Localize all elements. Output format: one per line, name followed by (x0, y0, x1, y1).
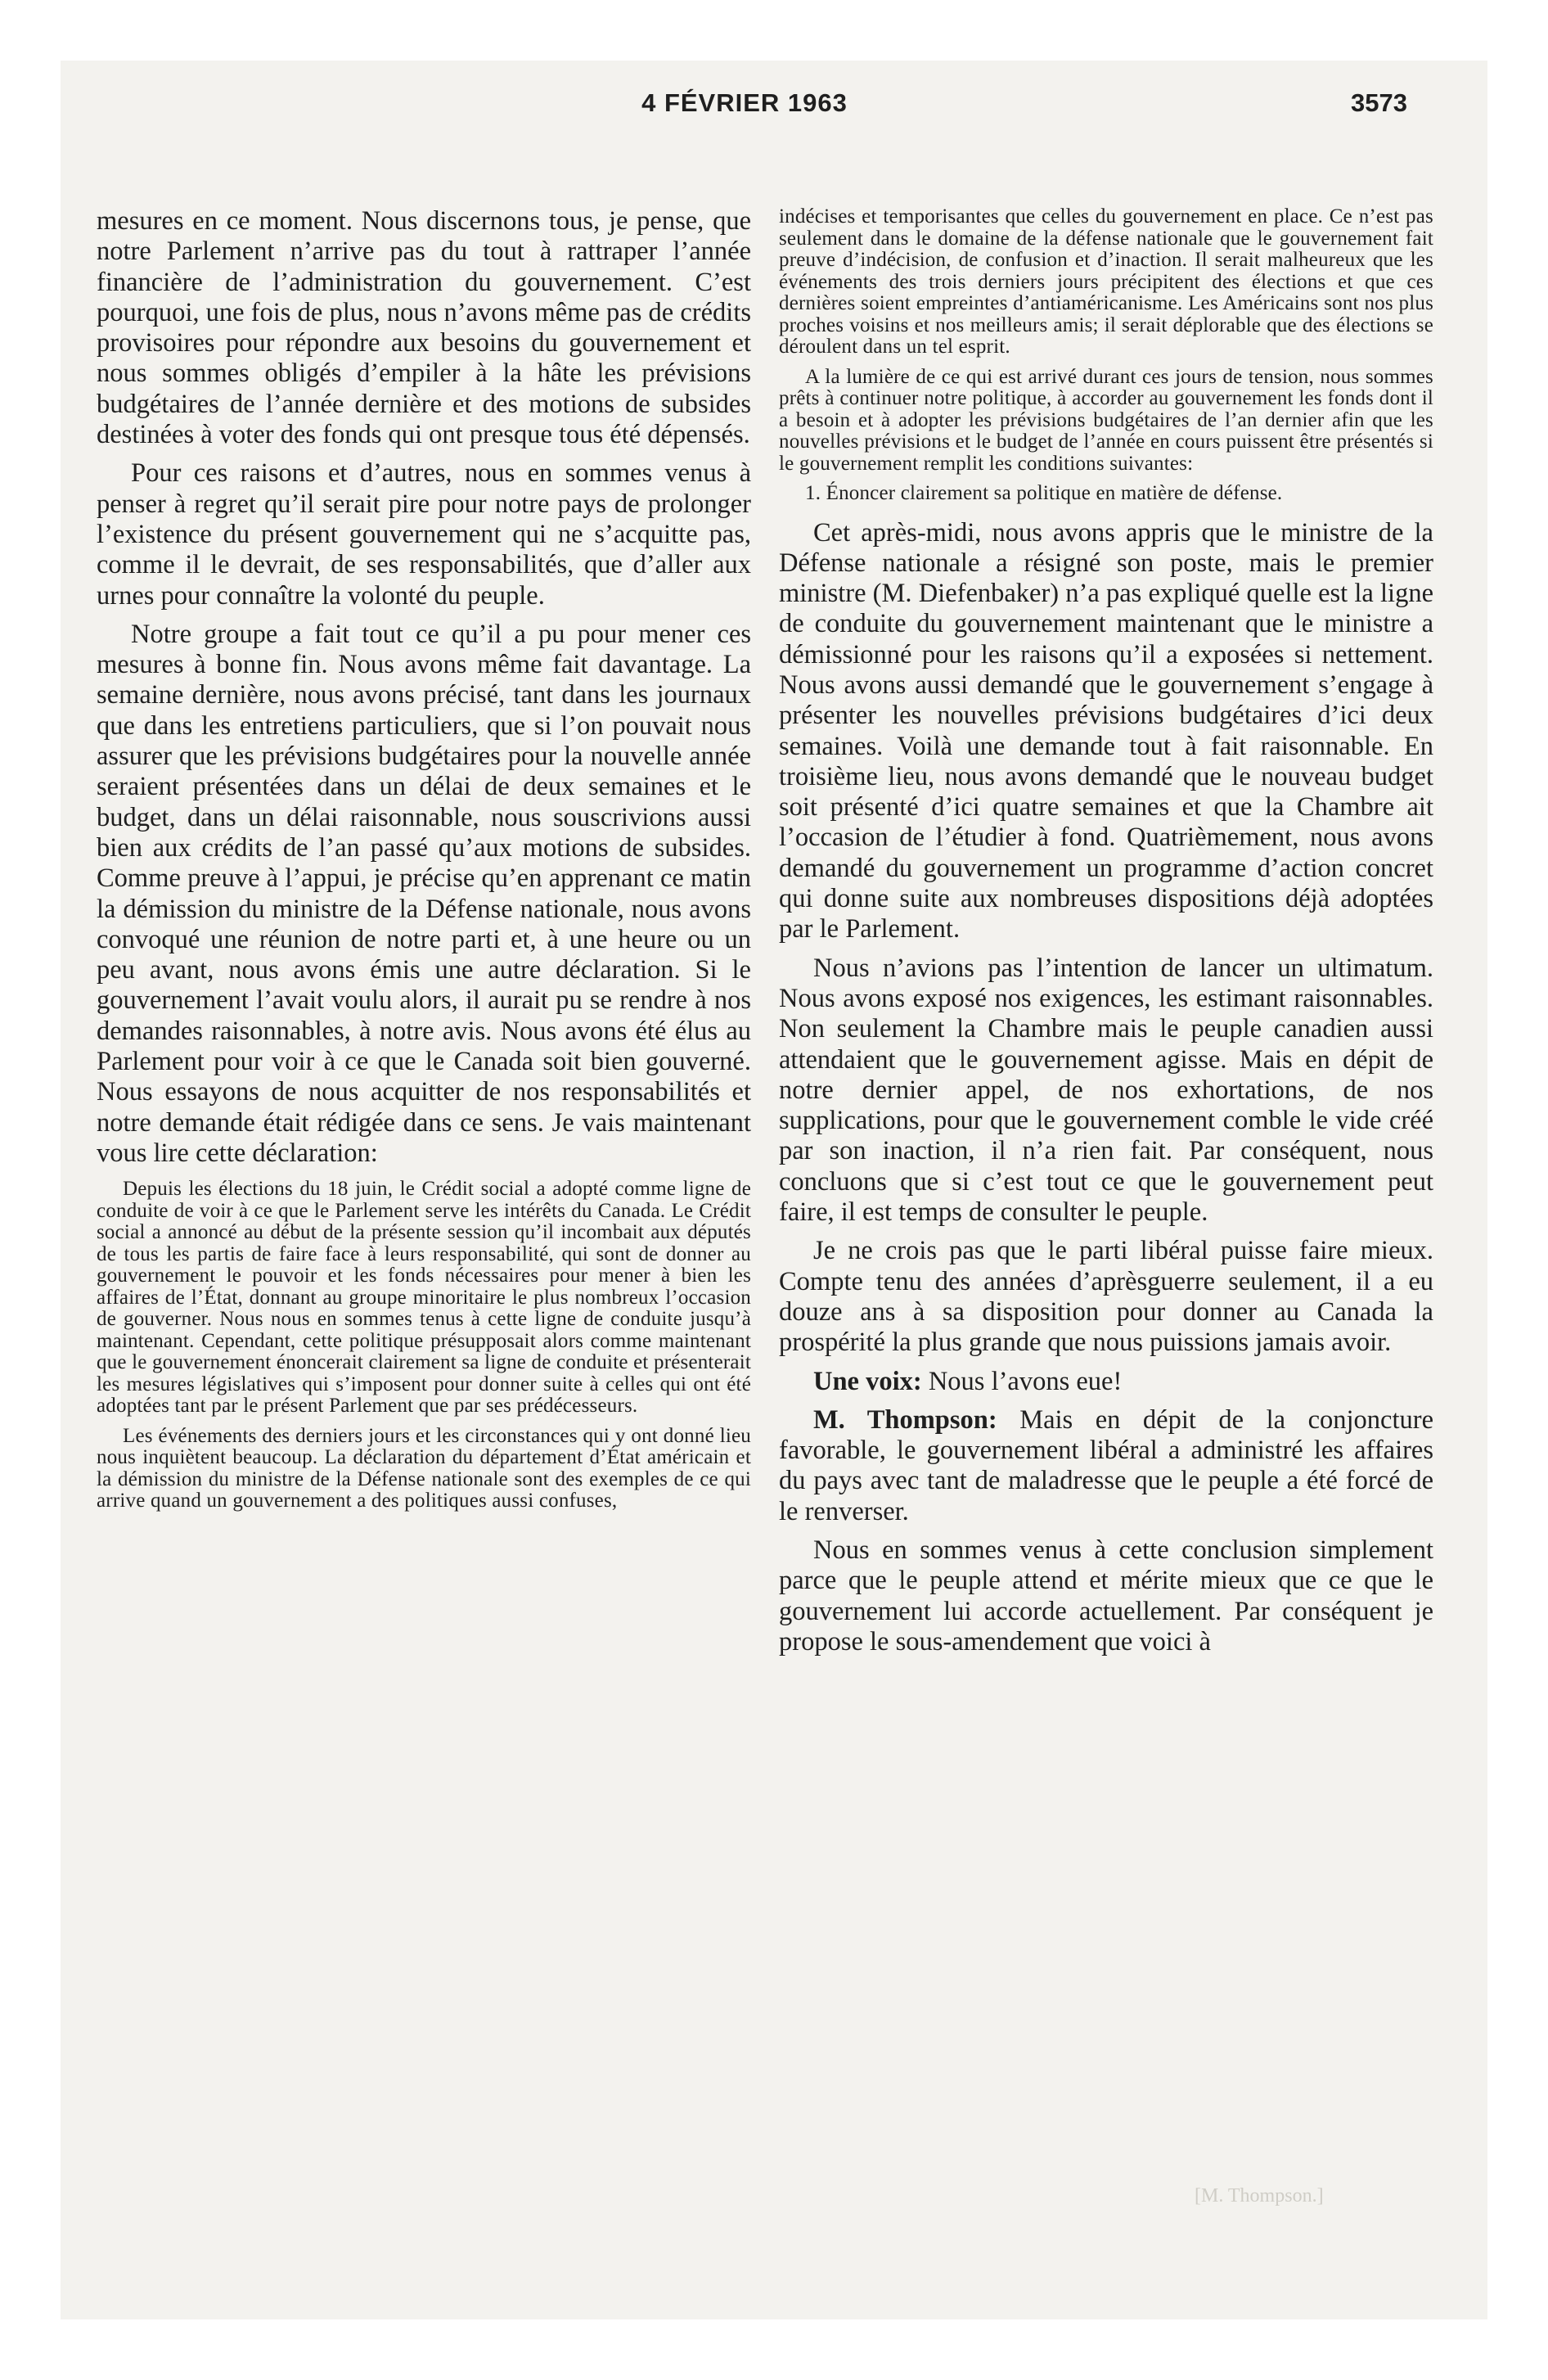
paragraph: Pour ces raisons et d’autres, nous en sommes venus à penser à regret qu’il serait pire pour notre pays de prolonger l’existence du présent gouvernement qui ne s’acquitte pas, comme il le devrait, de ses responsabilités, que d’aller aux urnes pour connaître la volonté du peuple. (97, 458, 751, 611)
paragraph: Je ne crois pas que le parti libéral puisse faire mieux. Compte tenu des années d’aprèsguerre seulement, il a eu douze ans à sa disposition pour donner au Canada la prospérité la plus grande que nous puissions jamais avoir. (779, 1236, 1433, 1358)
show-through-text: [M. Thompson.] (1195, 2185, 1324, 2206)
quote-paragraph: Depuis les élections du 18 juin, le Crédit social a adopté comme ligne de conduite de voir à ce que le Parlement serve les intérêts du Canada. Le Crédit social a annoncé au début de la présente session qu’il incombait aux députés de tous les partis de faire face à leurs responsabilité, qui sont de donner au gouvernement le pouvoir et les fonds nécessaires pour mener à bien les affaires de l’État, donnant au groupe minoritaire le plus nombreux l’occasion de gouverner. Nous nous en sommes tenus à cette ligne de conduite jusqu’à maintenant. Cependant, cette politique présupposait alors comme maintenant que le gouvernement énoncerait clairement sa ligne de conduite et présenterait les mesures législatives qui s’imposent pour donner suite à celles qui ont été adoptées tant par le présent Parlement que par ses prédécesseurs. (97, 1178, 751, 1418)
quote-paragraph: Les événements des derniers jours et les circonstances qui y ont donné lieu nous inquiètent beaucoup. La déclaration du département d’État américain et la démission du ministre de la Défense nationale sont des exemples de ce qui arrive quand un gouvernement a des politiques aussi confuses, (97, 1424, 751, 1512)
page-number: 3573 (1351, 88, 1407, 117)
quote-paragraph: 1. Énoncer clairement sa politique en matière de défense. (805, 482, 1283, 504)
speaker-name: M. Thompson: (813, 1404, 997, 1435)
paragraph: Nous en sommes venus à cette conclusion simplement parce que le peuple attend et mérite mieux que ce que le gouvernement lui accorde actuellement. Par conséquent je propose le sous-amendement que voici à (779, 1535, 1433, 1657)
paragraph: Nous n’avions pas l’intention de lancer un ultimatum. Nous avons exposé nos exigences, les estimant raisonnables. Non seulement la Chambre mais le peuple canadien aussi attendaient que le gouvernement agisse. Mais en dépit de notre dernier appel, de nos exhortations, de nos supplications, pour que le gouvernement comble le vide créé par son inaction, il n’a rien fait. Par conséquent, nous concluons que si c’est tout ce que le gouvernement peut faire, il est temps de consulter le peuple. (779, 953, 1433, 1228)
paragraph: mesures en ce moment. Nous discernons tous, je pense, que notre Parlement n’arrive pas du tout à rattraper l’année financière de l’administration du gouvernement. C’est pourquoi, une fois de plus, nous n’avons même pas de crédits provisoires pour répondre aux besoins du gouvernement et nous sommes obligés d’empiler à la hâte les prévisions budgétaires de l’année dernière et des motions de subsides destinées à voter des fonds qui ont presque tous été dépensés. (97, 206, 751, 450)
running-title-date: 4 FÉVRIER 1963 (641, 88, 848, 117)
speaker-paragraph (779, 1367, 1433, 1397)
speaker-name: Une voix: (813, 1366, 922, 1396)
quote-paragraph: indécises et temporisantes que celles du gouvernement en place. Ce n’est pas seulement dans le domaine de la défense nationale que le gouvernement fait preuve d’indécision, de confusion et d’inaction. Il serait malheureux que les événements des trois derniers jours précipitent des élections et que ces dernières soient empreintes d’antiaméricanisme. Les Américains sont nos plus proches voisins et nos meilleurs amis; il serait déplorable que des élections se déroulent dans un tel esprit. (779, 205, 1433, 358)
quote-paragraph: A la lumière de ce qui est arrivé durant ces jours de tension, nous sommes prêts à continuer notre politique, à accorder au gouvernement les fonds dont il a besoin et à adopter les prévisions budgétaires de l’an dernier afin que les nouvelles prévisions et le budget de l’année en cours puissent être présentés si le gouvernement remplit les conditions suivantes: (779, 365, 1433, 475)
paragraph: Cet après-midi, nous avons appris que le ministre de la Défense nationale a résigné son poste, mais le premier ministre (M. Diefenbaker) n’a pas expliqué quelle est la ligne de conduite du gouvernement maintenant que le ministre a démissionné pour les raisons qu’il a exposées si nettement. Nous avons aussi demandé que le gouvernement s’engage à présenter les nouvelles prévisions budgétaires d’ici deux semaines. Voilà une demande tout à fait raisonnable. En troisième lieu, nous avons demandé que le nouveau budget soit présenté d’ici quatre semaines et que la Chambre ait l’occasion de l’étudier à fond. Quatrièmement, nous avons demandé du gouvernement un programme d’action concret qui donne suite aux nombreuses dispositions déjà adoptées par le Parlement. (779, 517, 1433, 944)
speaker-text: Mais en dépit de la conjoncture favorable, le gouvernement libéral a administré les affaires du pays avec tant de maladresse que le peuple a été forcé de le renverser. (779, 1404, 1433, 1526)
speaker-paragraph (779, 1405, 1433, 1527)
paragraph: Notre groupe a fait tout ce qu’il a pu pour mener ces mesures à bonne fin. Nous avons même fait davantage. La semaine dernière, nous avons précisé, tant dans les journaux que dans les entretiens particuliers, que si l’on pouvait nous assurer que les prévisions budgétaires pour la nouvelle année seraient présentées dans un délai de deux semaines et le budget, dans un délai raisonnable, nous souscrivions aussi bien aux crédits de l’an passé qu’aux motions de subsides. Comme preuve à l’appui, je précise qu’en apprenant ce matin la démission du ministre de la Défense nationale, nous avons convoqué une réunion de notre parti et, à une heure ou un peu avant, nous avons émis une autre déclaration. Si le gouvernement l’avait voulu alors, il aurait pu se rendre à nos demandes raisonnables, à notre avis. Nous avons été élus au Parlement pour voir à ce que le Canada soit bien gouverné. Nous essayons de nous acquitter de nos responsabilités et notre demande était rédigée dans ce sens. Je vais maintenant vous lire cette déclaration: (97, 619, 751, 1168)
speaker-text: Nous l’avons eue! (921, 1366, 1123, 1396)
page-header (82, 88, 1407, 137)
right-column (779, 206, 1433, 1657)
quoted-declaration (97, 1179, 751, 1512)
left-column (97, 206, 751, 1512)
